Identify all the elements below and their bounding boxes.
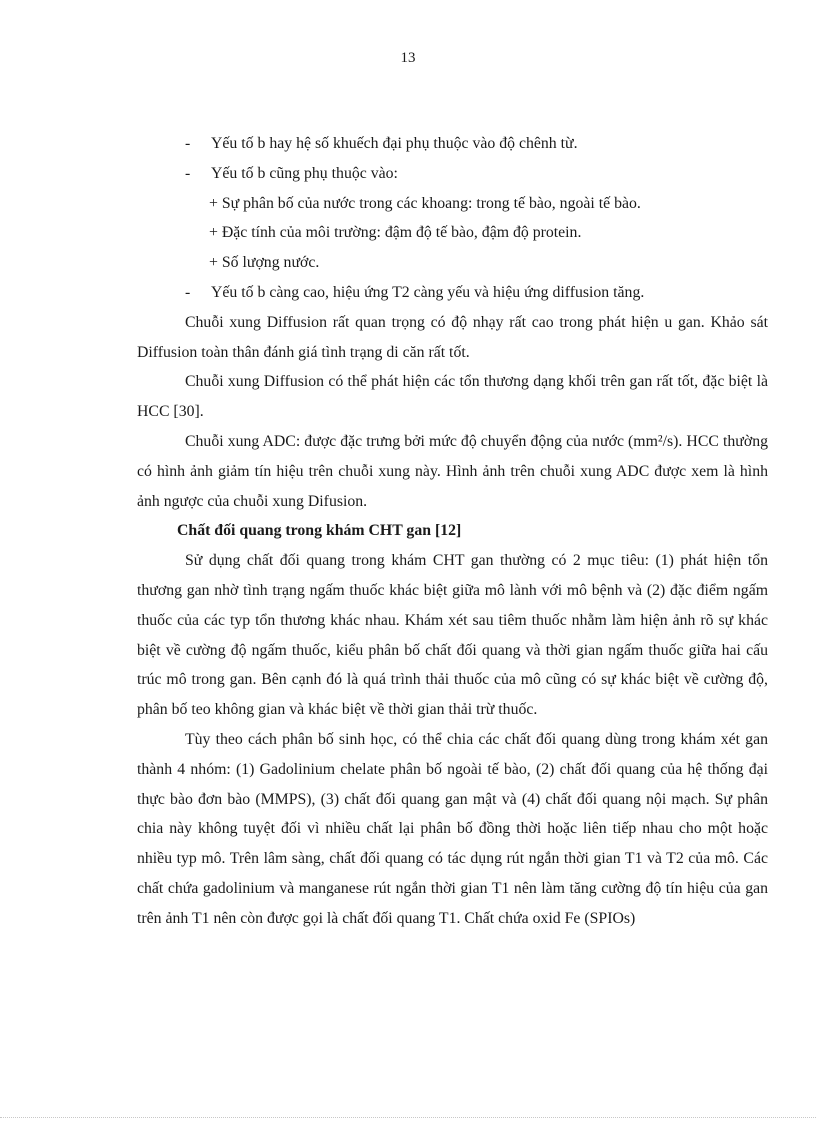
- paragraph-adc: Chuỗi xung ADC: được đặc trưng bởi mức độ chuyển động của nước (mm²/s). HCC thường có hình ảnh giảm tín hiệu trên chuỗi xung này. Hình ảnh trên chuỗi xung ADC được xem là hình ảnh ngược của chuỗi xung Difusion.: [137, 432, 768, 510]
- section-heading: Chất đối quang trong khám CHT gan [12]: [177, 522, 462, 540]
- page-border-bottom: [0, 1117, 816, 1118]
- bullet-dash: -: [185, 164, 191, 182]
- paragraph-contrast-goals: Sử dụng chất đối quang trong khám CHT gan thường có 2 mục tiêu: (1) phát hiện tổn thương gan nhờ tình trạng ngấm thuốc khác biệt giữa mô lành với mô bệnh và (2) đặc điểm ngấm thuốc của các typ tổn thương khác nhau. Khám xét sau tiêm thuốc nhằm làm hiện ảnh rõ sự khác biệt về cường độ ngấm thuốc, kiểu phân bố chất đối quang và thời gian ngấm thuốc giữa hai cấu trúc mô trong gan. Bên cạnh đó là quá trình thải thuốc của mô cũng có sự khác biệt về cường độ, phân bố teo không gian và khác biệt về thời gian thải trừ thuốc.: [137, 552, 768, 719]
- sub-item: + Sự phân bố của nước trong các khoang: trong tế bào, ngoài tế bào.: [209, 194, 641, 212]
- paragraph-contrast-groups: Tùy theo cách phân bố sinh học, có thể chia các chất đối quang dùng trong khám xét gan thành 4 nhóm: (1) Gadolinium chelate phân bố ngoài tế bào, (2) chất đối quang của hệ thống đại thực bào đơn bào (MMPS), (3) chất đối quang gan mật và (4) chất đối quang nội mạch. Sự phân chia này không tuyệt đối vì nhiều chất lại phân bố đồng thời hoặc liên tiếp nhau cho một hoặc nhiều typ mô. Trên lâm sàng, chất đối quang có tác dụng rút ngắn thời gian T1 và T2 của mô. Các chất chứa gadolinium và manganese rút ngắn thời gian T1 nên làm tăng cường độ tín hiệu của gan trên ảnh T1 nên còn được gọi là chất đối quang T1. Chất chứa oxid Fe (SPIOs): [137, 730, 768, 927]
- sub-item: + Đặc tính của môi trường: đậm độ tế bào, đậm độ protein.: [209, 224, 582, 242]
- paragraph-diffusion-detection: Chuỗi xung Diffusion có thể phát hiện các tổn thương dạng khối trên gan rất tốt, đặc biệt là HCC [30].: [137, 373, 768, 421]
- bullet-text: Yếu tố b hay hệ số khuếch đại phụ thuộc vào độ chênh từ.: [211, 135, 578, 152]
- bullet-item: [137, 129, 768, 159]
- bullet-item: [137, 278, 768, 308]
- bullet-text: Yếu tố b càng cao, hiệu ứng T2 càng yếu và hiệu ứng diffusion tăng.: [211, 283, 645, 301]
- page-number: 13: [400, 50, 416, 66]
- bullet-dash: -: [185, 283, 191, 301]
- bullet-dash: -: [185, 135, 191, 152]
- sub-item: + Số lượng nước.: [209, 254, 320, 272]
- bullet-item: [137, 159, 768, 189]
- paragraph-diffusion-importance: Chuỗi xung Diffusion rất quan trọng có độ nhạy rất cao trong phát hiện u gan. Khảo sát Diffusion toàn thân đánh giá tình trạng di căn rất tốt.: [137, 313, 768, 361]
- bullet-text: Yếu tố b cũng phụ thuộc vào:: [211, 164, 398, 182]
- page-content: [137, 129, 768, 934]
